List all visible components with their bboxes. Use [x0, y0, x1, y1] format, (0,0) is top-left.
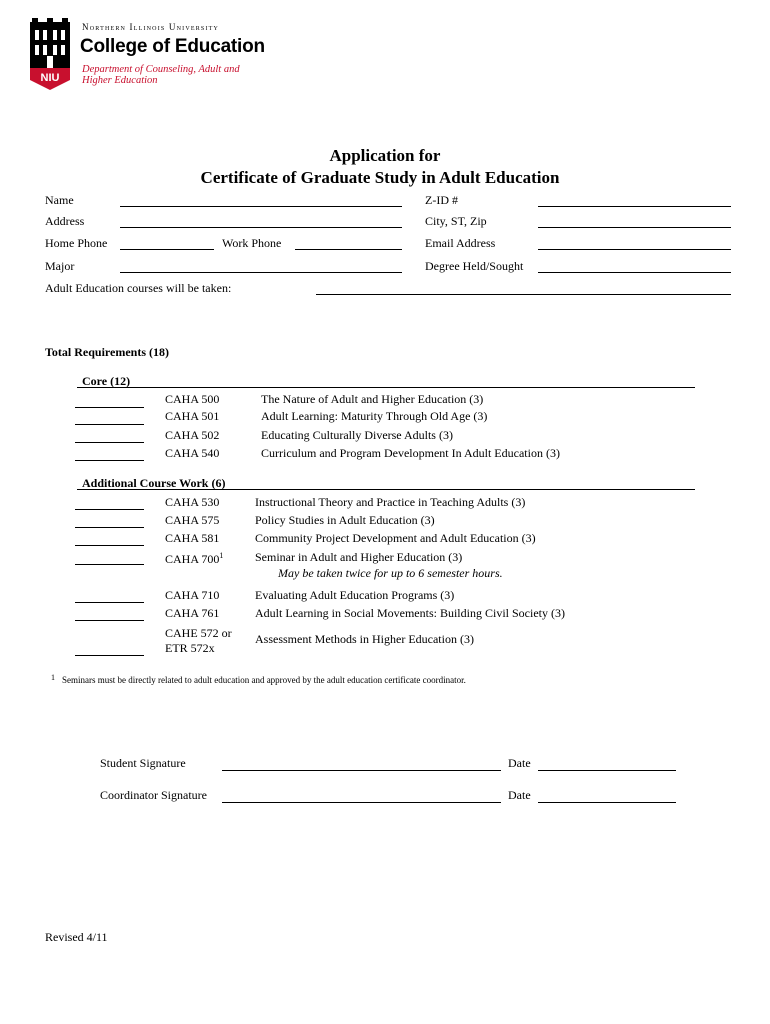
zid-label: Z-ID # — [425, 193, 458, 207]
core-check-blank[interactable] — [75, 460, 144, 461]
course-code-line-1: CAHE 572 or — [165, 626, 232, 640]
work-phone-field[interactable] — [295, 249, 402, 250]
course-code: CAHA 575 — [165, 513, 220, 527]
course-code: CAHA 710 — [165, 588, 220, 602]
address-field[interactable] — [120, 227, 402, 228]
additional-check-blank[interactable] — [75, 602, 144, 603]
course-title: Assessment Methods in Higher Education (3) — [255, 632, 474, 646]
course-title: Adult Learning: Maturity Through Old Age (3) — [261, 409, 488, 423]
course-code: CAHA 500 — [165, 392, 220, 406]
core-check-blank[interactable] — [75, 407, 144, 408]
courses-taken-field[interactable] — [316, 294, 731, 295]
department-line-2: Higher Education — [82, 75, 158, 86]
course-title: Educating Culturally Diverse Adults (3) — [261, 428, 453, 442]
course-title: Adult Learning in Social Movements: Building Civil Society (3) — [255, 606, 565, 620]
coordinator-date-field[interactable] — [538, 802, 676, 803]
course-title: Seminar in Adult and Higher Education (3) — [255, 550, 463, 564]
form-title-line-2: Certificate of Graduate Study in Adult Education — [200, 168, 560, 187]
niu-tower-logo — [30, 18, 70, 90]
email-label: Email Address — [425, 236, 496, 250]
niu-logo-text: NIU — [40, 72, 60, 84]
course-title: Policy Studies in Adult Education (3) — [255, 513, 435, 527]
course-code: CAHA 761 — [165, 606, 220, 620]
footnote-marker: 1 — [51, 673, 55, 682]
university-name: Northern Illinois University — [82, 22, 220, 32]
name-label: Name — [45, 193, 74, 207]
course-title: Evaluating Adult Education Programs (3) — [255, 588, 455, 602]
course-code: CAHA 502 — [165, 428, 220, 442]
major-label: Major — [45, 259, 75, 273]
city-st-zip-label: City, ST, Zip — [425, 214, 487, 228]
courses-taken-label: Adult Education courses will be taken: — [45, 281, 232, 295]
coordinator-signature-label: Coordinator Signature — [100, 788, 207, 802]
additional-heading: Additional Course Work (6) — [82, 476, 226, 490]
course-title: Community Project Development and Adult Education (3) — [255, 531, 536, 545]
additional-heading-rule — [77, 489, 695, 490]
course-code: CAHA 501 — [165, 409, 220, 423]
course-code-text: CAHA 700 — [165, 552, 220, 566]
course-title: Instructional Theory and Practice in Teaching Adults (3) — [255, 495, 526, 509]
additional-check-blank[interactable] — [75, 509, 144, 510]
additional-check-blank[interactable] — [75, 620, 144, 621]
course-code: CAHA 581 — [165, 531, 220, 545]
revision-date: Revised 4/11 — [45, 930, 108, 944]
additional-check-blank[interactable] — [75, 655, 144, 656]
course-title: Curriculum and Program Development In Adult Education (3) — [261, 446, 560, 460]
form-title-line-1: Application for — [329, 146, 441, 165]
zid-field[interactable] — [538, 206, 731, 207]
footnote-text: Seminars must be directly related to adult education and approved by the adult education certificate coordinator. — [62, 675, 466, 685]
course-code-line-2: ETR 572x — [165, 641, 215, 655]
additional-check-blank[interactable] — [75, 527, 144, 528]
course-note: May be taken twice for up to 6 semester hours. — [278, 566, 503, 580]
course-code — [165, 549, 223, 566]
home-phone-field[interactable] — [120, 249, 214, 250]
coordinator-date-label: Date — [508, 788, 531, 802]
course-code: CAHA 540 — [165, 446, 220, 460]
college-name: College of Education — [80, 36, 265, 57]
course-title: The Nature of Adult and Higher Education (3) — [261, 392, 484, 406]
degree-label: Degree Held/Sought — [425, 259, 524, 273]
address-label: Address — [45, 214, 85, 228]
coordinator-signature-field[interactable] — [222, 802, 501, 803]
city-st-zip-field[interactable] — [538, 227, 731, 228]
additional-check-blank[interactable] — [75, 564, 144, 565]
student-signature-field[interactable] — [222, 770, 501, 771]
core-heading: Core (12) — [82, 374, 131, 388]
email-field[interactable] — [538, 249, 731, 250]
core-heading-rule — [77, 387, 695, 388]
course-code: CAHA 530 — [165, 495, 220, 509]
name-field[interactable] — [120, 206, 402, 207]
student-date-field[interactable] — [538, 770, 676, 771]
student-date-label: Date — [508, 756, 531, 770]
department-line-1: Department of Counseling, Adult and — [82, 64, 240, 75]
work-phone-label: Work Phone — [222, 236, 282, 250]
core-check-blank[interactable] — [75, 442, 144, 443]
total-requirements-heading: Total Requirements (18) — [45, 345, 169, 359]
footnote-ref: 1 — [219, 551, 224, 560]
major-field[interactable] — [120, 272, 402, 273]
home-phone-label: Home Phone — [45, 236, 108, 250]
student-signature-label: Student Signature — [100, 756, 186, 770]
additional-check-blank[interactable] — [75, 545, 144, 546]
degree-field[interactable] — [538, 272, 731, 273]
core-check-blank[interactable] — [75, 424, 144, 425]
